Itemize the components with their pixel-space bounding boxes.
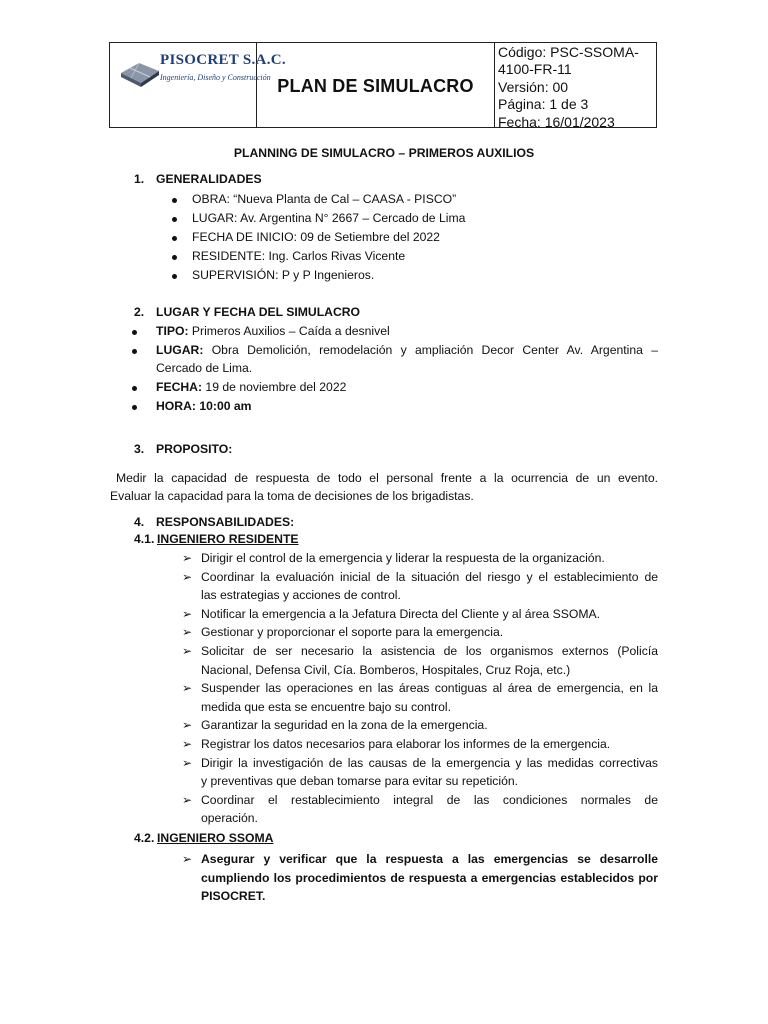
section-4-number: 4. xyxy=(134,515,145,529)
residente-responsibility-item: y preventivas que deban tomarse para evitar su repetición. xyxy=(201,774,519,789)
section-2-title: LUGAR Y FECHA DEL SIMULACRO xyxy=(156,305,361,319)
ssoma-responsibility-item: Asegurar y verificar que la respuesta a las emergencias se desarrolle xyxy=(201,852,658,866)
section-4-title: RESPONSABILIDADES: xyxy=(156,515,295,529)
hora-line xyxy=(156,397,658,416)
residente-responsibility-item: Dirigir el control de la emergencia y liderar la respuesta de la organización. xyxy=(201,551,605,565)
doc-code-line1: Código: PSC-SSOMA- xyxy=(498,44,639,60)
section-3-number: 3. xyxy=(134,442,145,456)
subsection-4-2-number: 4.2. xyxy=(134,831,155,845)
bullet-icon xyxy=(172,236,177,241)
section-3-title: PROPOSITO: xyxy=(156,442,233,456)
ssoma-responsibility-item: cumpliendo los procedimientos de respuesta a emergencias establecidos por xyxy=(201,870,658,885)
residente-responsibility-item: las estrategias y acciones de control. xyxy=(201,588,401,603)
company-tagline: Ingeniería, Diseño y Construcción xyxy=(160,73,271,82)
residente-responsibility-item: Registrar los datos necesarios para elaborar los informes de la emergencia. xyxy=(201,737,611,751)
lugar-value-1: Obra Demolición, remodelación y ampliación Decor Center Av. Argentina – xyxy=(203,343,658,357)
tipo-line xyxy=(156,322,658,341)
company-name: PISOCRET S.A.C. xyxy=(160,52,286,68)
header-table xyxy=(109,42,657,128)
ssoma-responsibility-item: PISOCRET. xyxy=(201,889,266,904)
document-title: PLAN DE SIMULACRO xyxy=(257,43,495,127)
arrow-bullet-icon: ➢ xyxy=(182,681,193,696)
residente-responsibility-item: Dirigir la investigación de las causas de la emergencia y las medidas correctivas xyxy=(201,755,658,770)
arrow-bullet-icon: ➢ xyxy=(182,852,193,866)
proposito-line-2: Evaluar la capacidad para la toma de decisiones de los brigadistas. xyxy=(110,489,474,503)
lugar-label: LUGAR: xyxy=(156,343,204,357)
doc-version: Versión: 00 xyxy=(498,78,569,95)
arrow-bullet-icon: ➢ xyxy=(182,625,193,640)
hora-label: HORA: xyxy=(156,399,196,413)
bullet-icon xyxy=(132,386,137,391)
residente-responsibility-item: Notificar la emergencia a la Jefatura Directa del Cliente y al área SSOMA. xyxy=(201,606,600,621)
fecha-line xyxy=(156,378,658,397)
bullet-icon xyxy=(172,255,177,260)
residente-responsibility-item: Coordinar la evaluación inicial de la situación del riesgo y el establecimiento de xyxy=(201,569,658,584)
doc-date: Fecha: 16/01/2023 xyxy=(498,113,615,130)
residente-responsibility-item: Suspender las operaciones en las áreas contiguas al área de emergencia, en la xyxy=(201,681,658,696)
plan-heading: PLANNING DE SIMULACRO – PRIMEROS AUXILIOS xyxy=(233,146,535,160)
generalidades-item: SUPERVISIÓN: P y P Ingenieros. xyxy=(192,268,375,282)
residente-responsibility-item: medida que esta se encuentre bajo su control. xyxy=(201,699,452,714)
arrow-bullet-icon: ➢ xyxy=(182,737,193,751)
residente-responsibility-item: Garantizar la seguridad en la zona de la emergencia. xyxy=(201,718,488,733)
subsection-4-2-title: INGENIERO SSOMA xyxy=(157,831,274,845)
bullet-icon xyxy=(172,198,177,203)
arrow-bullet-icon: ➢ xyxy=(182,755,193,770)
bullet-icon xyxy=(132,330,137,335)
residente-responsibility-item: Solicitar de ser necesario la asistencia de los organismos externos (Policía xyxy=(201,644,658,658)
bullet-icon xyxy=(172,274,177,279)
doc-page-number: Página: 1 de 3 xyxy=(498,96,589,113)
generalidades-item: RESIDENTE: Ing. Carlos Rivas Vicente xyxy=(192,249,406,263)
tipo-value: Primeros Auxilios – Caída a desnivel xyxy=(188,324,390,338)
arrow-bullet-icon: ➢ xyxy=(182,792,193,807)
proposito-line-1: Medir la capacidad de respuesta de todo el personal frente a la ocurrencia de un evento. xyxy=(116,471,658,485)
fecha-label: FECHA: xyxy=(156,380,203,394)
arrow-bullet-icon: ➢ xyxy=(182,606,193,621)
arrow-bullet-icon: ➢ xyxy=(182,644,193,658)
generalidades-item: LUGAR: Av. Argentina N° 2667 – Cercado de Lima xyxy=(192,211,466,225)
arrow-bullet-icon: ➢ xyxy=(182,569,193,584)
lugar-line-2: Cercado de Lima. xyxy=(156,361,253,375)
doc-code-line2: 4100-FR-11 xyxy=(498,61,572,78)
bullet-icon xyxy=(132,405,137,410)
bullet-icon xyxy=(132,349,137,354)
arrow-bullet-icon: ➢ xyxy=(182,551,193,565)
lugar-line xyxy=(156,341,658,360)
company-logo xyxy=(110,43,286,127)
document-metadata xyxy=(495,43,656,130)
residente-responsibility-item: operación. xyxy=(201,811,258,826)
residente-responsibility-item: Nacional, Defensa Civil, Cía. Bomberos, Hospitales, Cruz Roja, etc.) xyxy=(201,662,571,677)
bullet-icon xyxy=(172,217,177,222)
subsection-4-1-number: 4.1. xyxy=(134,532,155,546)
hora-value: 10:00 am xyxy=(195,399,252,413)
residente-responsibility-item: Gestionar y proporcionar el soporte para la emergencia. xyxy=(201,625,504,640)
residente-responsibility-item: Coordinar el restablecimiento integral de las condiciones normales de xyxy=(201,792,658,807)
tipo-label: TIPO: xyxy=(156,324,189,338)
section-1-title: GENERALIDADES xyxy=(156,172,262,186)
arrow-bullet-icon: ➢ xyxy=(182,718,193,733)
section-2-number: 2. xyxy=(134,305,145,319)
fecha-value: 19 de noviembre del 2022 xyxy=(202,380,347,394)
section-1-number: 1. xyxy=(134,172,145,186)
generalidades-item: OBRA: “Nueva Planta de Cal – CAASA - PISCO” xyxy=(192,192,457,206)
subsection-4-1-title: INGENIERO RESIDENTE xyxy=(157,532,299,546)
pisocret-logo-icon xyxy=(119,57,161,89)
generalidades-item: FECHA DE INICIO: 09 de Setiembre del 2022 xyxy=(192,230,440,244)
